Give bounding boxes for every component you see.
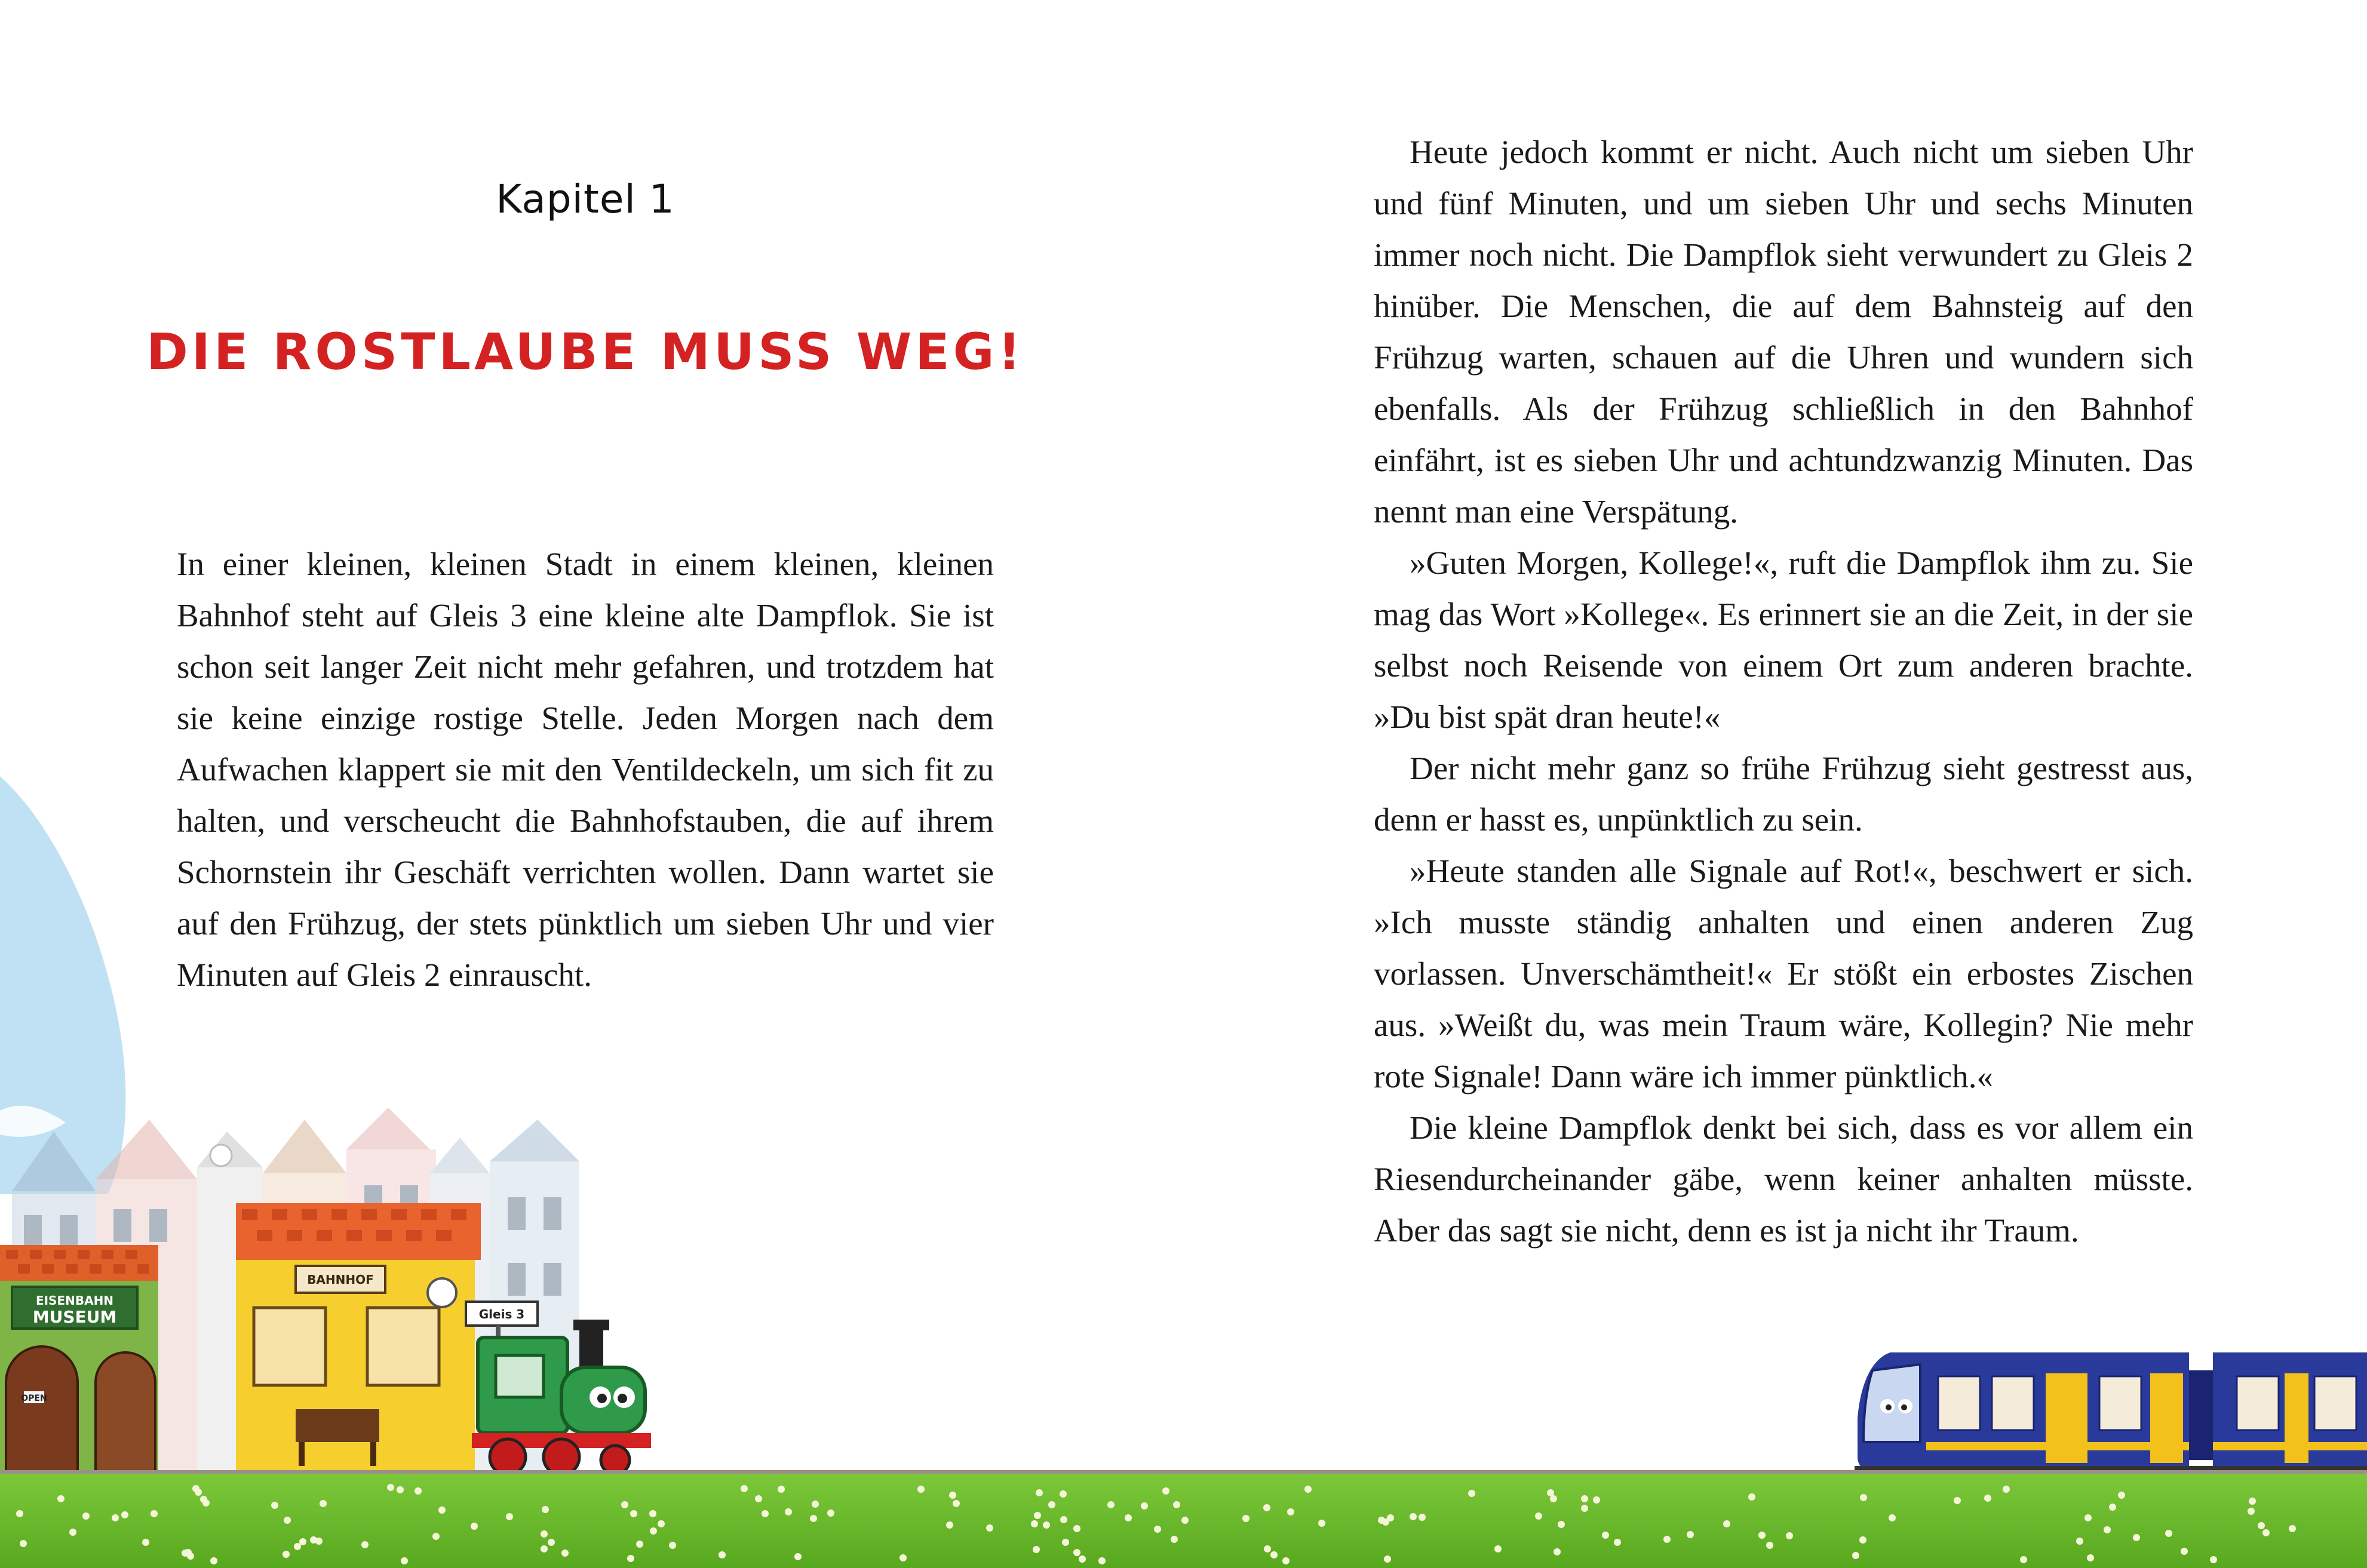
meadow-flower bbox=[1318, 1520, 1325, 1527]
paragraph: Die kleine Dampflok denkt bei sich, dass es vor allem ein Riesendurcheinander gäbe, wenn keiner anhalten müsste. Aber das sagt sie nicht, denn es ist ja nicht ihr Traum. bbox=[1374, 1109, 2193, 1249]
meadow-flower bbox=[1031, 1520, 1038, 1527]
meadow-flower bbox=[1036, 1489, 1043, 1496]
meadow-flower bbox=[2084, 1514, 2092, 1521]
meadow-flower bbox=[69, 1529, 76, 1536]
meadow-flower bbox=[397, 1486, 404, 1493]
meadow-flower bbox=[2258, 1522, 2265, 1529]
meadow-flower bbox=[1581, 1505, 1588, 1512]
meadow-flower bbox=[506, 1513, 513, 1520]
meadow-flower bbox=[1062, 1539, 1069, 1546]
meadow-flower bbox=[2087, 1554, 2094, 1561]
meadow-flower bbox=[1766, 1542, 1773, 1549]
meadow-flower bbox=[1382, 1518, 1389, 1526]
meadow-flower bbox=[621, 1501, 628, 1508]
station-building-illustration bbox=[230, 1203, 487, 1475]
meadow-flower bbox=[2104, 1526, 2111, 1533]
meadow-flower bbox=[542, 1506, 549, 1513]
meadow-flower bbox=[432, 1533, 440, 1540]
meadow-flower bbox=[471, 1523, 478, 1530]
meadow-flower bbox=[649, 1510, 656, 1517]
paragraph: Heute jedoch kommt er nicht. Auch nicht um sieben Uhr und fünf Minuten, und um sieben Uhr und sechs Minuten immer noch nicht. Die Dampflok sieht verwundert zu Gleis 2 hinüber. Die Menschen, die auf dem Bahnsteig auf den Frühzug warten, schauen auf die Uhren und wundern sich ebenfalls. Als der Frühzug schließlich in den Bahnhof einfährt, ist es sieben Uhr und achtundzwanzig Minuten. Das nennt man eine Verspätung. bbox=[1374, 134, 2193, 530]
meadow-flower bbox=[1154, 1526, 1161, 1533]
meadow-flower bbox=[1558, 1521, 1565, 1528]
museum-sign-line2: MUSEUM bbox=[32, 1307, 117, 1327]
meadow-flower bbox=[1852, 1552, 1859, 1559]
meadow-flower bbox=[284, 1517, 291, 1524]
meadow-flower bbox=[778, 1486, 785, 1493]
meadow-flower bbox=[2181, 1548, 2188, 1555]
meadow-flower bbox=[1748, 1493, 1755, 1501]
museum-door-sign: OPEN bbox=[21, 1394, 47, 1403]
meadow-flower bbox=[1171, 1536, 1178, 1543]
meadow-flower bbox=[917, 1486, 925, 1493]
meadow-flower bbox=[669, 1542, 676, 1549]
meadow-flower bbox=[2118, 1492, 2125, 1499]
meadow-flower bbox=[2109, 1504, 2116, 1511]
meadow-flower bbox=[387, 1484, 394, 1491]
meadow-flower bbox=[2076, 1538, 2083, 1545]
meadow-flower bbox=[2165, 1530, 2172, 1537]
meadow-flower bbox=[57, 1495, 65, 1502]
meadow-flower bbox=[1384, 1555, 1391, 1563]
paragraph: »Guten Morgen, Kollege!«, ruft die Dampflok ihm zu. Sie mag das Wort »Kollege«. Es erinnert sie an die Zeit, in der sie selbst noch Reisende von einem Ort zum anderen brachte. »Du bist spät dran heute!« bbox=[1374, 545, 2193, 735]
meadow-flower bbox=[1954, 1497, 1961, 1504]
meadow-flower bbox=[1242, 1515, 1249, 1522]
meadow-flower bbox=[2003, 1486, 2010, 1493]
meadow-flower bbox=[561, 1549, 569, 1557]
meadow-flower bbox=[2289, 1525, 2296, 1532]
meadow-flower bbox=[2210, 1556, 2217, 1563]
meadow-flower bbox=[1079, 1555, 1086, 1563]
meadow-flower bbox=[310, 1536, 317, 1544]
meadow-flower bbox=[548, 1539, 555, 1546]
meadow-flower bbox=[810, 1515, 817, 1522]
meadow-flower bbox=[283, 1551, 290, 1558]
steam-locomotive-illustration bbox=[466, 1308, 681, 1478]
meadow-flower bbox=[1663, 1536, 1671, 1543]
meadow-flower bbox=[953, 1500, 960, 1507]
meadow-flower bbox=[946, 1521, 953, 1529]
meadow-flower bbox=[1304, 1486, 1312, 1493]
meadow-flower bbox=[1984, 1495, 1991, 1502]
meadow-flower bbox=[1060, 1490, 1067, 1498]
meadow-flower bbox=[949, 1492, 956, 1499]
meadow-flower bbox=[1468, 1490, 1475, 1497]
meadow-flower bbox=[2133, 1534, 2140, 1541]
meadow-flower bbox=[827, 1509, 834, 1517]
meadow-flower bbox=[1758, 1532, 1766, 1539]
meadow-flower bbox=[2249, 1498, 2256, 1505]
meadow-flower bbox=[121, 1511, 128, 1518]
meadow-flower bbox=[1723, 1520, 1730, 1527]
meadow-flower bbox=[1107, 1501, 1115, 1508]
meadow-flower bbox=[1410, 1513, 1417, 1520]
meadow-flower bbox=[1786, 1532, 1793, 1539]
meadow-flower bbox=[658, 1520, 665, 1527]
meadow-flower bbox=[719, 1551, 726, 1558]
meadow-flower bbox=[1263, 1504, 1270, 1511]
meadow-flower bbox=[636, 1541, 643, 1548]
meadow-flower bbox=[1181, 1517, 1189, 1524]
meadow-flower bbox=[899, 1554, 907, 1561]
meadow-flower bbox=[1060, 1516, 1067, 1523]
left-body-text bbox=[177, 539, 994, 1001]
meadow-flower bbox=[1859, 1536, 1866, 1544]
meadow-flower bbox=[16, 1510, 23, 1517]
meadow-flower bbox=[182, 1549, 189, 1557]
station-sign: BAHNHOF bbox=[307, 1272, 374, 1287]
meadow-flower bbox=[785, 1508, 792, 1515]
meadow-flower bbox=[151, 1510, 158, 1517]
meadow-flower bbox=[438, 1506, 446, 1514]
meadow-flower bbox=[1282, 1557, 1290, 1564]
meadow-flower bbox=[1419, 1514, 1426, 1521]
meadow-flower bbox=[1098, 1557, 1106, 1564]
meadow-flower bbox=[630, 1510, 637, 1517]
meadow-flower bbox=[195, 1489, 202, 1496]
meadow-flower bbox=[650, 1527, 657, 1535]
meadow-flower bbox=[1073, 1549, 1080, 1556]
platform-sign: Gleis 3 bbox=[478, 1307, 525, 1321]
meadow-flower bbox=[112, 1514, 119, 1521]
right-body-text bbox=[1374, 127, 2193, 1256]
meadow-flower bbox=[755, 1495, 762, 1502]
meadow-flower bbox=[627, 1555, 634, 1562]
meadow-flower bbox=[1048, 1501, 1055, 1508]
meadow-flower bbox=[1889, 1514, 1896, 1521]
meadow-flower bbox=[541, 1530, 548, 1538]
meadow-flower bbox=[1162, 1487, 1169, 1495]
meadow-flower bbox=[299, 1538, 306, 1545]
meadow-flower bbox=[1581, 1495, 1588, 1502]
paragraph: »Heute standen alle Signale auf Rot!«, beschwert er sich. »Ich musste ständig anhalten und einen anderen Zug vorlassen. Unverschämtheit!« Er stößt ein erbostes Zischen aus. »Weißt du, was mein Traum wäre, Kollegin? Nie mehr rote Signale! Dann wäre ich immer pünktlich.« bbox=[1374, 853, 2193, 1094]
museum-sign-line1: EISENBAHN bbox=[35, 1293, 114, 1308]
meadow-flower bbox=[142, 1539, 149, 1546]
meadow-flower bbox=[401, 1557, 408, 1564]
meadow-flower bbox=[82, 1512, 90, 1520]
meadow-flower bbox=[1535, 1512, 1542, 1520]
meadow-flower bbox=[1287, 1508, 1294, 1515]
meadow-flower bbox=[762, 1510, 769, 1517]
meadow-flower bbox=[2020, 1556, 2027, 1563]
meadow-flower bbox=[986, 1524, 993, 1532]
meadow-flower bbox=[1614, 1539, 1621, 1546]
meadow-flower bbox=[20, 1540, 27, 1547]
meadow-flower bbox=[812, 1501, 819, 1508]
meadow-flower bbox=[1593, 1496, 1600, 1504]
meadow-flower bbox=[361, 1541, 369, 1548]
museum-building-illustration bbox=[0, 1245, 161, 1475]
meadow-flower bbox=[1554, 1548, 1561, 1555]
meadow-flower bbox=[2262, 1529, 2270, 1536]
meadow-flower bbox=[1073, 1525, 1080, 1532]
meadow-flower bbox=[1860, 1494, 1867, 1501]
meadow-flower bbox=[541, 1545, 548, 1552]
meadow-flower bbox=[320, 1500, 327, 1507]
meadow-flower bbox=[1687, 1531, 1694, 1538]
meadow-flower bbox=[415, 1487, 422, 1495]
meadow-flower bbox=[1602, 1532, 1609, 1539]
meadow-flower bbox=[202, 1499, 210, 1506]
chapter-label: Kapitel 1 bbox=[496, 176, 675, 222]
meadow-flower bbox=[271, 1502, 278, 1509]
meadow-flower bbox=[1264, 1545, 1271, 1552]
modern-train-illustration bbox=[1855, 1346, 2367, 1475]
meadow-flower bbox=[1125, 1514, 1132, 1521]
meadow-flower bbox=[2248, 1508, 2255, 1515]
paragraph: In einer kleinen, kleinen Stadt in einem kleinen, kleinen Bahnhof steht auf Gleis 3 eine kleine alte Dampflok. Sie ist schon seit langer Zeit nicht mehr gefahren, und trotzdem hat sie keine einzige rostige Stelle. Jeden Morgen nach dem Aufwachen klappert sie mit den Ventildeckeln, um sich fit zu halten, und verscheucht die Bahnhofstauben, die auf ihrem Schornstein ihr Geschäft verrichten wollen. Dann wartet sie auf den Frühzug, der stets pünktlich um sieben Uhr und vier Minuten auf Gleis 2 einrauscht. bbox=[177, 546, 994, 993]
meadow-flower bbox=[1034, 1512, 1041, 1519]
meadow-flower bbox=[1033, 1546, 1040, 1553]
chapter-title: DIE ROSTLAUBE MUSS WEG! bbox=[146, 322, 1024, 381]
paragraph: Der nicht mehr ganz so frühe Frühzug sieht gestresst aus, denn er hasst es, unpünktlich zu sein. bbox=[1374, 750, 2193, 838]
meadow-flower bbox=[1550, 1495, 1557, 1502]
meadow-flower bbox=[210, 1557, 217, 1564]
meadow-flower bbox=[1173, 1501, 1180, 1508]
meadow-flower bbox=[1043, 1521, 1050, 1529]
meadow-flower bbox=[1494, 1545, 1502, 1552]
meadow-flower bbox=[794, 1553, 802, 1560]
meadow-flower bbox=[741, 1485, 748, 1492]
meadow-flower bbox=[1141, 1502, 1148, 1509]
meadow-flower bbox=[1270, 1551, 1278, 1558]
